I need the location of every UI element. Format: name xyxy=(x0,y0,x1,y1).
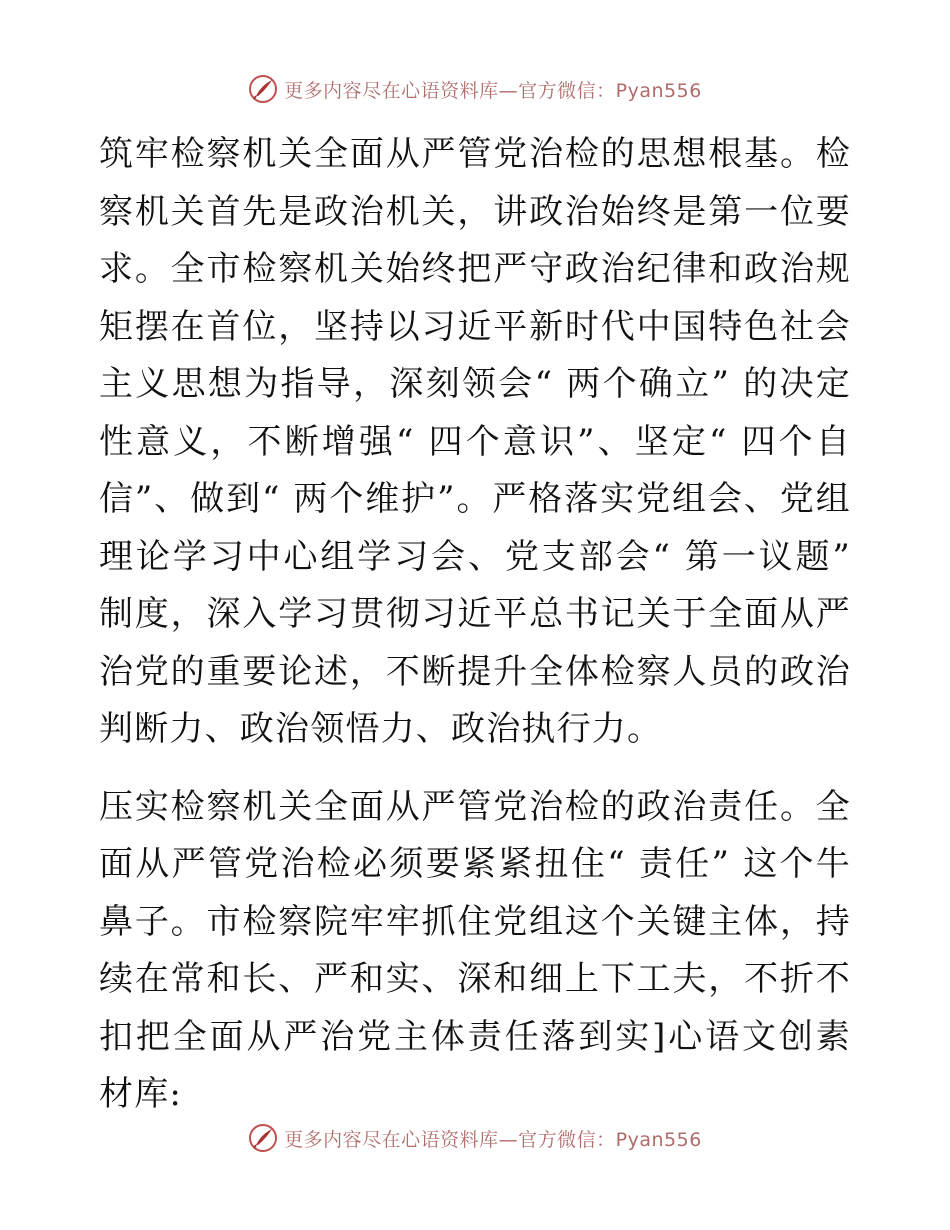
header-watermark xyxy=(0,74,950,104)
document-body xyxy=(99,126,851,1124)
footer-watermark xyxy=(0,1123,950,1153)
header-watermark-text: 更多内容尽在心语资料库—官方微信：Pyan556 xyxy=(284,79,702,102)
footer-watermark-text: 更多内容尽在心语资料库—官方微信：Pyan556 xyxy=(284,1128,702,1151)
paragraph-political-responsibility: 压实检察机关全面从严管党治检的政治责任。全面从严管党治检必须要紧紧扭住“ 责任” 这个牛鼻子。市检察院牢牢抓住党组这个关键主体，持续在常和长、严和实、深和细上下工夫，不折不扣把全面从严治党主体责任落到实]心语文创素材库: xyxy=(99,786,851,1114)
paragraph-ideological-foundation: 筑牢检察机关全面从严管党治检的思想根基。检察机关首先是政治机关，讲政治始终是第一位要求。全市检察机关始终把严守政治纪律和政治规矩摆在首位，坚持以习近平新时代中国特色社会主义思想为指导，深刻领会“ 两个确立” 的决定性意义，不断增强“ 四个意识”、坚定“ 四个自信”、做到“ 两个维护”。严格落实党组会、党组理论学习中心组学习会、党支部会“ 第一议题” 制度，深入学习贯彻习近平总书记关于全面从严治党的重要论述，不断提升全体检察人员的政治判断力、政治领悟力、政治执行力。 xyxy=(99,134,851,749)
feather-pen-logo-icon xyxy=(248,1123,278,1153)
feather-pen-logo-icon xyxy=(248,74,278,104)
